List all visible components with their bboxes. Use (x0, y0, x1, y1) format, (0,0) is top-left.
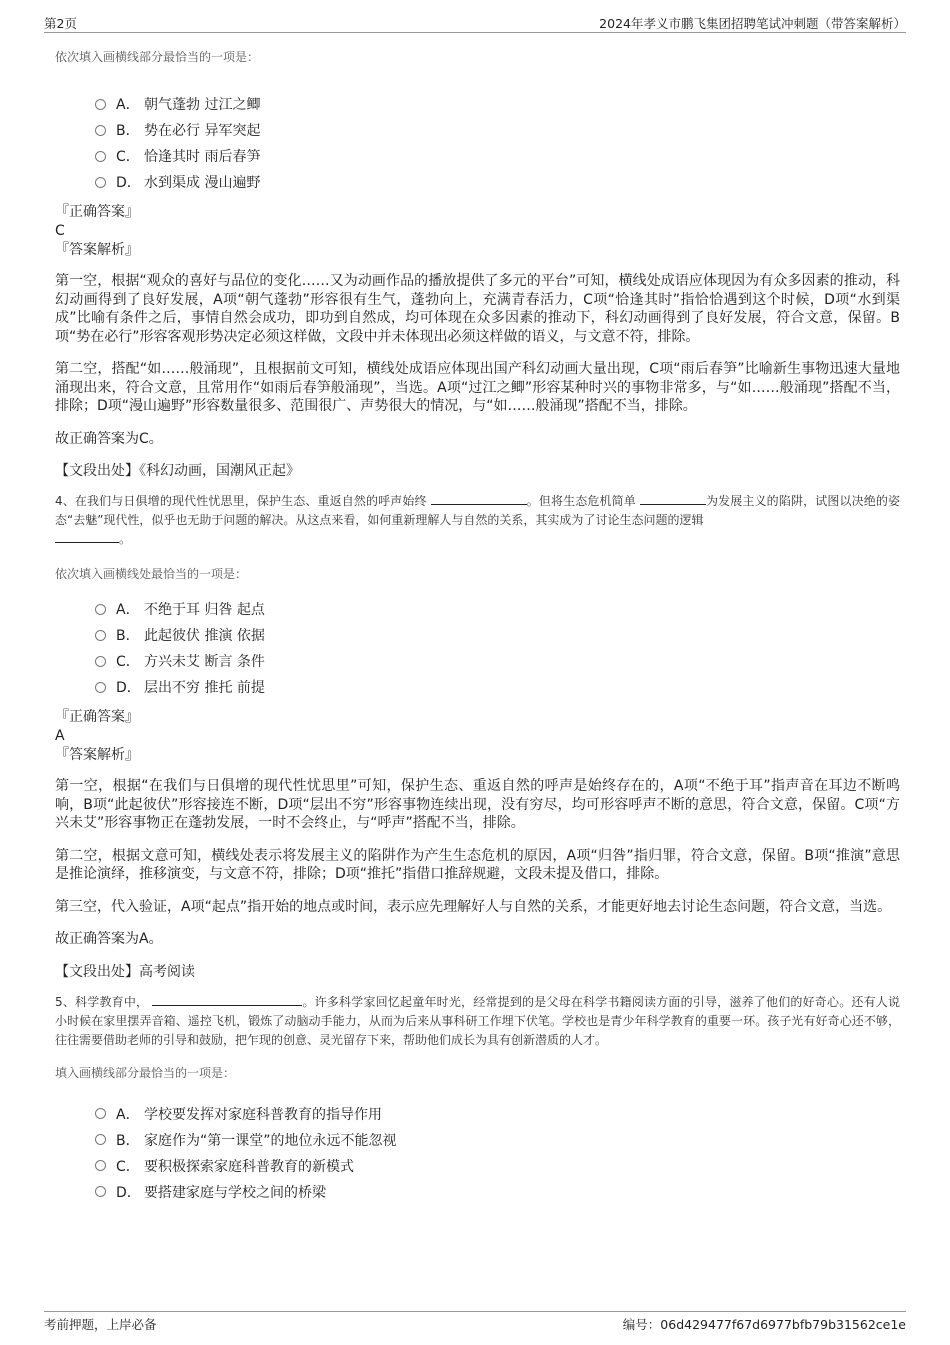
code-value: 06d429477f67d6977bfb79b31562ce1e (660, 1317, 906, 1332)
document-title: 2024年孝义市鹏飞集团招聘笔试冲刺题（带答案解析） (599, 16, 906, 31)
radio-icon[interactable] (95, 99, 106, 110)
option-letter: C． (116, 1158, 140, 1175)
blank-3 (55, 531, 119, 543)
option-letter: B． (116, 1132, 140, 1149)
q5-option-a[interactable] (95, 1101, 900, 1127)
radio-icon[interactable] (95, 1186, 106, 1197)
blank-1 (431, 493, 527, 505)
q4-analysis-2: 第二空，根据文意可知，横线处表示将发展主义的陷阱作为产生生态危机的原因，A项“归咎”指归罪，符合文意，保留。B项“推演”意思是推论演绎，推移演变，与文意不符，排除；D项“推托”指借口推辞规避，文段未提及借口，排除。 (55, 847, 900, 882)
q3-analysis-2: 第二空，搭配“如……般涌现”，且根据前文可知，横线处成语应体现出国产科幻动画大量出现，C项“雨后春笋”比喻新生事物迅速大量地涌现出来，符合文意，且常用作“如雨后春笋般涌现”，当选。A项“过江之鲫”形容某种时兴的事物非常多，与“如……般涌现”搭配不当，排除；D项“漫山遍野”形容数量很多、范围很广、声势很大的情况，与“如……般涌现”搭配不当，排除。 (55, 361, 900, 414)
q4-option-c[interactable] (95, 648, 900, 674)
option-letter: C． (116, 654, 140, 670)
q3-answer: C (55, 223, 65, 239)
q4-analysis-4: 故正确答案为A。 (55, 931, 163, 947)
q3-answer-label: 『正确答案』 (55, 204, 139, 220)
q3-analysis-3: 故正确答案为C。 (55, 430, 163, 447)
q3-source: 【文段出处】《科幻动画，国潮风正起》 (55, 463, 300, 479)
q4-text-1: 在我们与日俱增的现代性忧思里，保护生态、重返自然的呼声始终 (74, 494, 427, 508)
document-code (623, 1315, 906, 1333)
q5-option-b[interactable] (95, 1127, 900, 1153)
radio-icon[interactable] (95, 1160, 106, 1171)
q3-prompt: 依次填入画横线部分最恰当的一项是： (55, 50, 260, 64)
q3-option-a[interactable] (95, 91, 900, 117)
q4-option-a[interactable] (95, 596, 900, 622)
q5-option-c[interactable] (95, 1153, 900, 1179)
q3-analysis-label: 『答案解析』 (55, 242, 139, 258)
question-number: 5、 (55, 994, 76, 1009)
q4-text-2: 。但将生态危机简单 (526, 494, 636, 508)
q4-option-b[interactable] (95, 622, 900, 648)
option-letter: B． (116, 123, 140, 139)
option-letter: A． (116, 97, 140, 113)
option-text: 水到渠成 漫山遍野 (144, 175, 261, 191)
option-text: 恰逢其时 雨后春笋 (144, 149, 261, 165)
question-4 (55, 492, 900, 982)
option-text: 要搭建家庭与学校之间的桥梁 (144, 1184, 326, 1201)
q4-analysis-label: 『答案解析』 (55, 747, 139, 763)
option-letter: C． (116, 149, 140, 165)
q4-prompt: 依次填入画横线处最恰当的一项是： (55, 567, 248, 581)
page-number: 第2页 (44, 16, 77, 31)
q4-analysis-1: 第一空，根据“在我们与日俱增的现代性忧思里”可知，保护生态、重返自然的呼声是始终存在的，A项“不绝于耳”指声音在耳边不断鸣响，B项“此起彼伏”形容接连不断，D项“层出不穷”形容事物连续出现，没有穷尽，均可形容呼声不断的意思，符合文意，保留。C项“方兴未艾”形容事物正在蓬勃发展，一时不会终止，与“呼声”搭配不当，排除。 (55, 778, 900, 831)
radio-icon[interactable] (95, 177, 106, 188)
question-5 (55, 993, 900, 1205)
q4-options (95, 596, 900, 700)
q4-option-d[interactable] (95, 674, 900, 700)
radio-icon[interactable] (95, 1134, 106, 1145)
option-text: 方兴未艾 断言 条件 (144, 654, 265, 670)
option-text: 层出不穷 推托 前提 (144, 680, 265, 696)
q5-text-2: 。许多科学家回忆起童年时光，经常提到的是父母在科学书籍阅读方面的引导，滋养了他们的好奇心。还有人说小时候在家里摆弄音箱、遥控飞机，锻炼了动脑动手能力，从而为后来从事科研工作埋下伏笔。学校也是青少年科学教育的重要一环。孩子光有好奇心还不够，往往需要借助老师的引导和鼓励，把乍现的创意、灵光留存下来，帮助他们成长为具有创新潜质的人才。 (55, 994, 900, 1047)
q5-option-d[interactable] (95, 1179, 900, 1205)
blank-2 (640, 493, 706, 505)
radio-icon[interactable] (95, 630, 106, 641)
page-header (44, 12, 906, 33)
page-footer (44, 1311, 906, 1336)
q3-options (95, 91, 900, 195)
option-text: 不绝于耳 归咎 起点 (144, 602, 265, 618)
option-letter: A． (116, 602, 140, 618)
question-3 (55, 48, 900, 481)
q3-option-b[interactable] (95, 117, 900, 143)
q5-options (95, 1101, 900, 1205)
q4-answer: A (55, 728, 65, 744)
option-text: 学校要发挥对家庭科普教育的指导作用 (144, 1106, 382, 1123)
code-label: 编号： (622, 1317, 661, 1332)
radio-icon[interactable] (95, 604, 106, 615)
radio-icon[interactable] (95, 682, 106, 693)
radio-icon[interactable] (95, 656, 106, 667)
option-letter: D． (116, 1184, 141, 1201)
option-letter: A． (116, 1106, 140, 1123)
option-text: 势在必行 异军突起 (144, 123, 261, 139)
q3-option-c[interactable] (95, 143, 900, 169)
q4-source: 【文段出处】高考阅读 (55, 963, 195, 980)
content (55, 48, 900, 1205)
q4-analysis-3: 第三空，代入验证，A项“起点”指开始的地点或时间，表示应先理解好人与自然的关系，才能更好地去讨论生态问题，符合文意，当选。 (55, 898, 892, 915)
q4-text-3: 为发展主义的陷阱，试图以决绝的姿态“去魅”现代性，似乎也无助于问题的解决。从这点来看，如何重新理解人与自然的关系，其实成为了讨论生态问题的逻辑 (55, 494, 900, 527)
radio-icon[interactable] (95, 1108, 106, 1119)
q5-prompt: 填入画横线部分最恰当的一项是： (55, 1065, 236, 1080)
q4-answer-label: 『正确答案』 (55, 709, 139, 725)
q5-text-1: 科学教育中， (75, 994, 149, 1009)
option-text: 家庭作为“第一课堂”的地位永远不能忽视 (144, 1132, 397, 1149)
question-number: 4、 (55, 494, 75, 508)
option-letter: D． (116, 175, 141, 191)
option-text: 此起彼伏 推演 依据 (144, 628, 265, 644)
q3-option-d[interactable] (95, 169, 900, 195)
q5-text (55, 993, 900, 1050)
q4-text (55, 492, 900, 549)
blank-1 (152, 994, 302, 1006)
q4-text-4: 。 (119, 532, 132, 546)
radio-icon[interactable] (95, 151, 106, 162)
option-letter: B． (116, 628, 140, 644)
option-letter: D． (116, 680, 141, 696)
footer-slogan: 考前押题，上岸必备 (44, 1317, 157, 1332)
option-text: 要积极探索家庭科普教育的新模式 (144, 1158, 354, 1175)
option-text: 朝气蓬勃 过江之鲫 (144, 97, 261, 113)
q3-analysis-1: 第一空，根据“观众的喜好与品位的变化……又为动画作品的播放提供了多元的平台”可知，横线处成语应体现因为有众多因素的推动，科幻动画得到了良好发展，A项“朝气蓬勃”形容很有生气，蓬勃向上，充满青春活力，C项“恰逢其时”指恰恰遇到这个时候，D项“水到渠成”比喻有条件之后，事情自然会成功，即功到自然成，均可体现在众多因素的推动下，科幻动画得到了良好发展，符合文意，保留。B项“势在必行”形容客观形势决定必须这样做，文段中并未体现出必须这样做的语义，与文意不符，排除。 (55, 273, 900, 345)
radio-icon[interactable] (95, 125, 106, 136)
